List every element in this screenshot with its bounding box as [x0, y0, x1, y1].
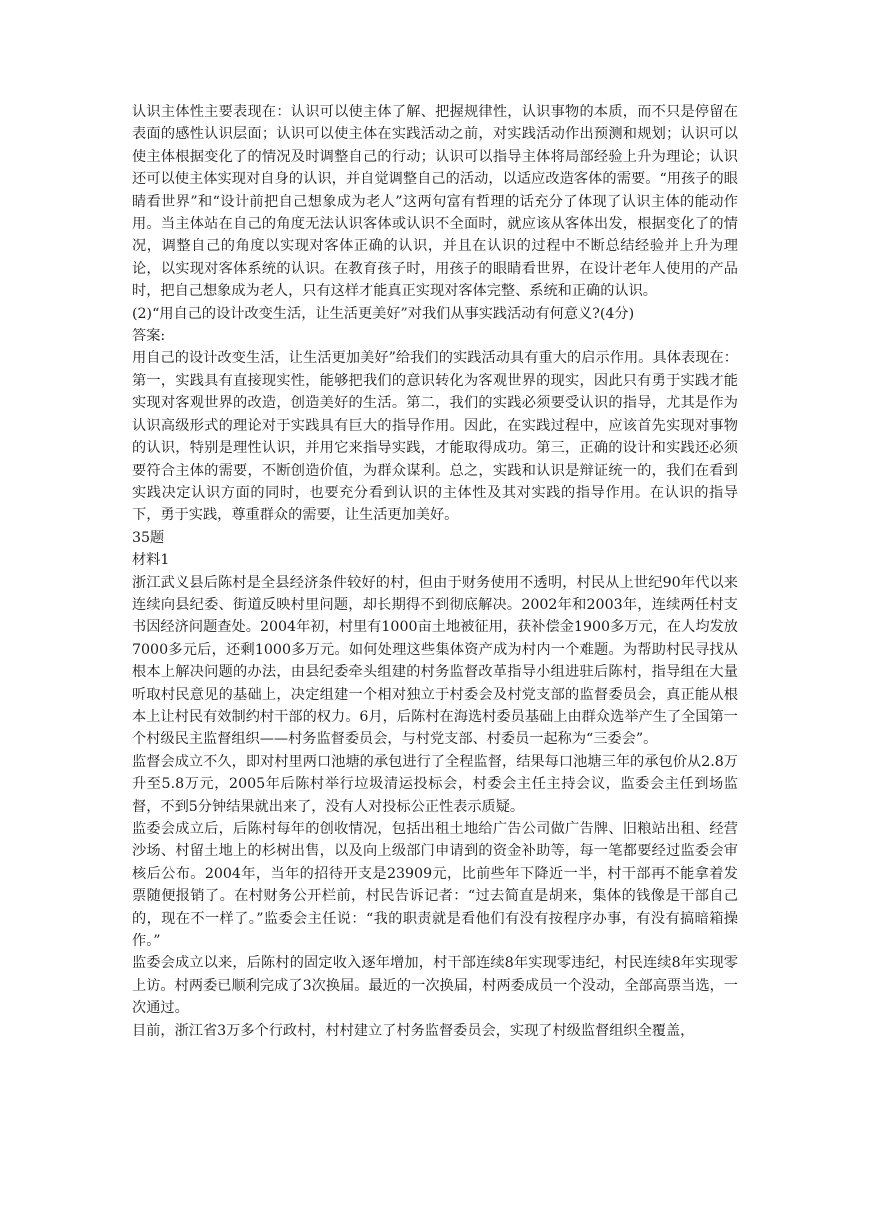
- material-paragraph-5: 目前，浙江省3万多个行政村，村村建立了村务监督委员会，实现了村级监督组织全覆盖，: [132, 1022, 695, 1039]
- material-paragraph-1: 浙江武义县后陈村是全县经济条件较好的村，但由于财务使用不透明，村民从上世纪90年代以来连续向县纪委、街道反映村里问题，却长期得不到彻底解决。2002年和2003年，连续两任村支书因经济问题查处。2004年初，村里有1000亩土地被征用，获补偿金1900多万元，在人均发放7000多元后，还剩1000多万元。如何处理这些集体资产成为村内一个难题。为帮助村民寻找从根本上解决问题的办法，由县纪委牵头组建的村务监督改革指导小组进驻后陈村，指导组在大量听取村民意见的基础上，决定组建一个相对独立于村委会及村党支部的监督委员会，真正能从根本上让村民有效制约村干部的权力。6月，后陈村在海选村委员基础上由群众选举产生了全国第一个村级民主监督组织——村务监督委员会，与村党支部、村委员一起称为“三委会”。: [132, 574, 738, 748]
- material-paragraph-3: 监委会成立后，后陈村每年的创收情况，包括出租土地给广告公司做广告牌、旧粮站出租、经营沙场、村留土地上的杉树出售，以及向上级部门申请到的资金补助等，每一笔都要经过监委会审核后公布。2004年，当年的招待开支是23909元，比前些年下降近一半，村干部再不能拿着发票随便报销了。在村财务公开栏前，村民告诉记者：“过去简直是胡来，集体的钱像是干部自己的，现在不一样了。”监委会主任说：“我的职责就是看他们有没有按程序办事，有没有搞暗箱操作。”: [132, 821, 738, 950]
- material-paragraph-4: 监委会成立以来，后陈村的固定收入逐年增加，村干部连续8年实现零违纪，村民连续8年实现零上访。村两委已顺利完成了3次换届。最近的一次换届，村两委成员一个没动，全部高票当选，一次通过。: [132, 955, 738, 1017]
- question-2: (2)“用自己的设计改变生活，让生活更美好”对我们从事实践活动有何意义?(4分): [132, 305, 635, 322]
- question-number-35: 35题: [132, 529, 165, 546]
- answer-label: 答案:: [132, 328, 166, 345]
- material-label: 材料1: [132, 552, 170, 569]
- answer-paragraph-2: 用自己的设计改变生活，让生活更加美好”给我们的实践活动具有重大的启示作用。具体表现在：第一，实践具有直接现实性，能够把我们的意识转化为客观世界的现实，因此只有勇于实践才能实现对客观世界的改造，创造美好的生活。第二，我们的实践必须要受认识的指导，尤其是作为认识高级形式的理论对于实践具有巨大的指导作用。因此，在实践过程中，应该首先实现对事物的认识，特别是理性认识，并用它来指导实践，才能取得成功。第三，正确的设计和实践还必须要符合主体的需要，不断创造价值，为群众谋利。总之，实践和认识是辩证统一的，我们在看到实践决定认识方面的同时，也要充分看到认识的主体性及其对实践的指导作用。在认识的指导下，勇于实践，尊重群众的需要，让生活更加美好。: [132, 350, 738, 524]
- answer-paragraph-1: 认识主体性主要表现在：认识可以使主体了解、把握规律性，认识事物的本质，而不只是停留在表面的感性认识层面；认识可以使主体在实践活动之前，对实践活动作出预测和规划；认识可以使主体根据变化了的情况及时调整自己的行动；认识可以指导主体将局部经验上升为理论；认识还可以使主体实现对自身的认识，并自觉调整自己的活动，以适应改造客体的需要。“用孩子的眼睛看世界”和“设计前把自己想象成为老人”这两句富有哲理的话充分了体现了认识主体的能动作用。当主体站在自己的角度无法认识客体或认识不全面时，就应该从客体出发，根据变化了的情况，调整自己的角度以实现对客体正确的认识，并且在认识的过程中不断总结经验并上升为理论，以实现对客体系统的认识。在教育孩子时，用孩子的眼睛看世界，在设计老年人使用的产品时，把自己想象成为老人，只有这样才能真正实现对客体完整、系统和正确的认识。: [132, 104, 738, 300]
- material-paragraph-2: 监督会成立不久，即对村里两口池塘的承包进行了全程监督，结果每口池塘三年的承包价从2.8万升至5.8万元，2005年后陈村举行垃圾清运投标会，村委会主任主持会议，监委会主任到场监督，不到5分钟结果就出来了，没有人对投标公正性表示质疑。: [132, 753, 738, 815]
- document-body: [132, 101, 738, 1042]
